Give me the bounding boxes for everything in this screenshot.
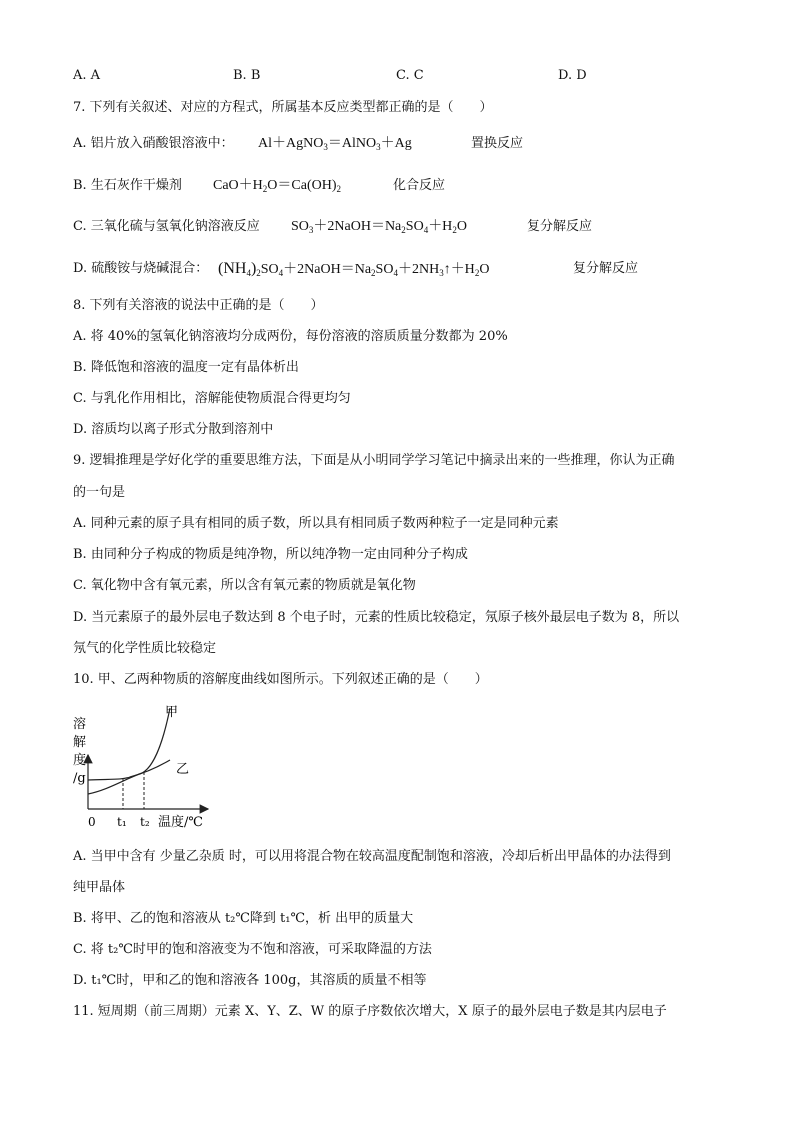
- q7-option-c: [73, 218, 713, 236]
- q9-option-a: A. 同种元素的原子具有相同的质子数，所以具有相同质子数两种粒子一定是同种元素: [73, 516, 559, 531]
- q6-option-d: D. D: [558, 68, 587, 83]
- q8-stem: 8. 下列有关溶液的说法中正确的是（ ）: [73, 298, 324, 313]
- q7-d-type: 复分解反应: [573, 261, 639, 276]
- curve-yi: [88, 760, 170, 780]
- solubility-curve-figure: [70, 700, 220, 835]
- curve-jia: [88, 708, 170, 794]
- q7-a-text: A. 铝片放入硝酸银溶液中：: [73, 136, 234, 151]
- q11-stem: 11. 短周期（前三周期）元素 X、Y、Z、W 的原子序数依次增大，X 原子的最外层电子数是其内层电子: [73, 1004, 667, 1019]
- x-axis-label: 温度/℃: [158, 815, 203, 830]
- origin-label: 0: [88, 815, 96, 829]
- y-axis-label-1: 溶: [73, 717, 87, 732]
- q6-option-a: A. A: [73, 68, 101, 83]
- q10-option-b: B. 将甲、乙的饱和溶液从 t₂℃降到 t₁℃，析 出甲的质量大: [73, 911, 414, 926]
- q7-b-text: B. 生石灰作干燥剂: [73, 178, 182, 193]
- curve-jia-label: 甲: [165, 705, 179, 720]
- q10-stem: 10. 甲、乙两种物质的溶解度曲线如图所示。下列叙述正确的是（ ）: [73, 672, 488, 687]
- q9-option-d-line-1: D. 当元素原子的最外层电子数达到 8 个电子时，元素的性质比较稳定，氖原子核外最层电子数为 8，所以: [73, 610, 680, 625]
- y-axis-label-3: 度: [73, 753, 87, 768]
- q9-stem-line-2: 的一句是: [73, 485, 126, 500]
- q6-options: [73, 67, 733, 85]
- q8-option-d: D. 溶质均以离子形式分散到溶剂中: [73, 422, 274, 437]
- q9-option-d-line-2: 氖气的化学性质比较稳定: [73, 641, 217, 656]
- q6-option-c: C. C: [396, 68, 424, 83]
- q7-d-text: D. 硫酸铵与烧碱混合：: [73, 261, 209, 276]
- y-axis-label-2: 解: [73, 735, 87, 750]
- q8-option-c: C. 与乳化作用相比，溶解能使物质混合得更均匀: [73, 391, 351, 406]
- q10-option-a-line-1: A. 当甲中含有 少量乙杂质 时，可以用将混合物在较高温度配制饱和溶液，冷却后析出甲晶体的办法得到: [73, 849, 671, 864]
- q7-c-type: 复分解反应: [527, 219, 593, 234]
- q9-stem-line-1: 9. 逻辑推理是学好化学的重要思维方法，下面是从小明同学学习笔记中摘录出来的一些推理，你认为正确: [73, 453, 675, 468]
- curve-yi-label: 乙: [176, 762, 190, 777]
- q6-option-b: B. B: [233, 68, 261, 83]
- q8-option-a: A. 将 40%的氢氧化钠溶液均分成两份，每份溶液的溶质质量分数都为 20%: [73, 329, 508, 344]
- q7-option-a: [73, 135, 713, 153]
- q7-d-equation: $(NH_4)_2SO_4+2NaOH=Na_2SO_4+2NH_3↑+H_2O$: [218, 260, 490, 278]
- q8-option-b: B. 降低饱和溶液的温度一定有晶体析出: [73, 360, 299, 375]
- q7-option-b: [73, 177, 713, 195]
- q7-c-text: C. 三氧化硫与氢氧化钠溶液反应: [73, 219, 260, 234]
- q10-option-c: C. 将 t₂℃时甲的饱和溶液变为不饱和溶液，可采取降温的方法: [73, 942, 432, 957]
- q7-a-type: 置换反应: [471, 136, 524, 151]
- q7-b-equation: $CaO+H_2O=Ca(OH)_2$: [213, 178, 341, 194]
- q7-a-equation: Al＋AgNO$_3$＝AlNO$_3$＋Ag: [258, 136, 412, 152]
- t1-label: t₁: [117, 815, 127, 829]
- q10-option-a-line-2: 纯甲晶体: [73, 880, 126, 895]
- q7-stem: 7. 下列有关叙述、对应的方程式，所属基本反应类型都正确的是（ ）: [73, 100, 493, 115]
- q7-c-equation: $SO_3+2NaOH=Na_2SO_4+H_2O$: [291, 219, 467, 235]
- q7-option-d: [73, 260, 723, 278]
- q10-option-d: D. t₁℃时，甲和乙的饱和溶液各 100g，其溶质的质量不相等: [73, 973, 427, 988]
- t2-label: t₂: [140, 815, 150, 829]
- q7-b-type: 化合反应: [393, 178, 446, 193]
- y-axis-label-4: /g: [73, 771, 86, 786]
- q9-option-c: C. 氧化物中含有氧元素，所以含有氧元素的物质就是氧化物: [73, 578, 416, 593]
- q9-option-b: B. 由同种分子构成的物质是纯净物，所以纯净物一定由同种分子构成: [73, 547, 468, 562]
